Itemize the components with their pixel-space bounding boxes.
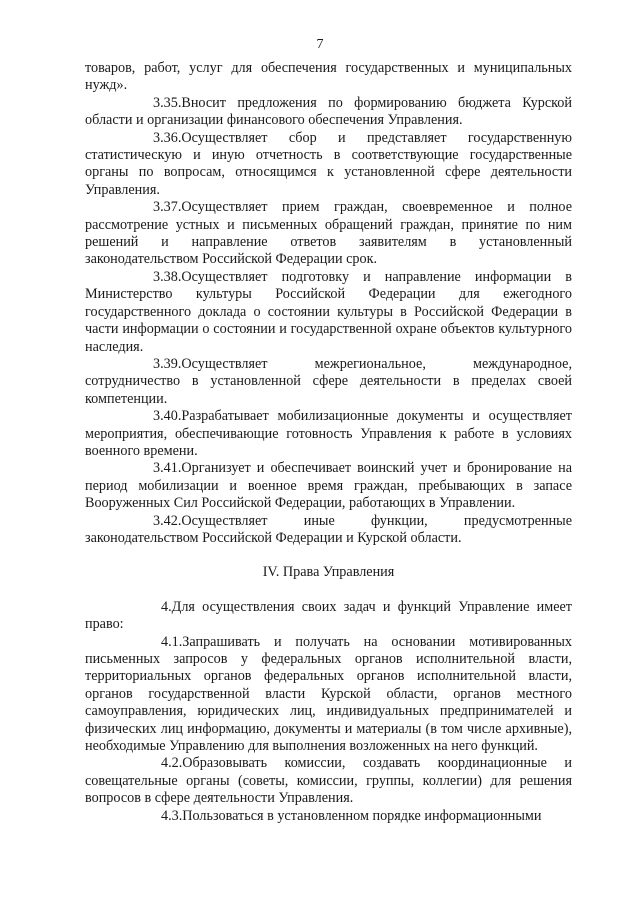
paragraph xyxy=(85,408,572,460)
paragraph-text: Пользоваться в установленном порядке информационными xyxy=(182,807,542,824)
paragraph-number: 3.41. xyxy=(153,460,182,477)
paragraph-number: 3.38. xyxy=(153,268,182,285)
paragraph-text: Образовывать комиссии, создавать координационные и совещательные органы (советы, комиссии, группы, коллегии) для решения вопросов в сфере деятельности Управления. xyxy=(85,755,572,807)
paragraph-number: 3.37. xyxy=(153,199,182,216)
paragraph-number: 3.40. xyxy=(153,408,182,425)
paragraph-number: 4.3. xyxy=(161,807,183,824)
paragraph xyxy=(85,356,572,408)
paragraph-text: Запрашивать и получать на основании мотивированных письменных запросов у федеральных органов исполнительной власти, территориальных органов федеральных органов исполнительной власти, органов государственной власти Курской области, органов местного самоуправления, юридических лиц, индивидуальных предпринимателей и физических лиц информацию, документы и материалы (в том числе архивные), необходимые Управлению для выполнения возложенных на него функций. xyxy=(85,633,572,755)
paragraph xyxy=(85,60,572,95)
paragraph xyxy=(85,130,572,200)
paragraph xyxy=(85,199,572,269)
paragraph-text: товаров, работ, услуг для обеспечения государственных и муниципальных нужд». xyxy=(85,60,572,94)
paragraph xyxy=(85,599,572,634)
rights-section xyxy=(85,599,572,825)
paragraph-number: 3.39. xyxy=(153,355,182,372)
paragraph xyxy=(85,634,572,756)
paragraph-number: 3.35. xyxy=(153,94,182,111)
paragraph-number: 4. xyxy=(161,598,172,615)
functions-section xyxy=(85,60,572,547)
paragraph-text: Вносит предложения по формированию бюджета Курской области и организации финансового обеспечения Управления. xyxy=(85,94,572,129)
paragraph-text: Осуществляет иные функции, предусмотренные законодательством Российской Федерации и Курской области. xyxy=(85,512,572,546)
paragraph-text: Осуществляет прием граждан, своевременное и полное рассмотрение устных и письменных обращений граждан, принятие по ним решений и направление ответов заявителям в установленный законодательством Российской Федерации срок. xyxy=(85,199,572,268)
paragraph xyxy=(85,755,572,807)
paragraph xyxy=(85,269,572,356)
paragraph-text: Для осуществления своих задач и функций Управление имеет право: xyxy=(85,598,572,633)
paragraph xyxy=(85,460,572,512)
paragraph xyxy=(85,95,572,130)
paragraph-number: 4.2. xyxy=(161,755,183,772)
paragraph-text: Осуществляет межрегиональное, международное, сотрудничество в установленной сфере деятельности в пределах своей компетенции. xyxy=(85,355,572,407)
paragraph-number: 3.36. xyxy=(153,129,182,146)
document-body xyxy=(85,60,572,825)
paragraph-number: 3.42. xyxy=(153,512,182,529)
paragraph-text: Осуществляет подготовку и направление информации в Министерство культуры Российской Федерации для ежегодного государственного доклада о состоянии культуры в Российской Федерации в части информации о состоянии и государственной охране объектов культурного наследия. xyxy=(85,268,572,355)
paragraph xyxy=(85,513,572,548)
section-heading: IV. Права Управления xyxy=(262,564,395,581)
paragraph xyxy=(85,808,572,825)
paragraph-number: 4.1. xyxy=(161,633,183,650)
paragraph-text: Разрабатывает мобилизационные документы и осуществляет мероприятия, обеспечивающие готовность Управления к работе в условиях военного времени. xyxy=(85,408,572,459)
paragraph-text: Осуществляет сбор и представляет государственную статистическую и иную отчетность в соответствующие государственные органы по вопросам, относящимся к установленной сфере деятельности Управления. xyxy=(85,129,572,198)
paragraph-text: Организует и обеспечивает воинский учет и бронирование на период мобилизации и военное время граждан, пребывающих в запасе Вооруженных Сил Российской Федерации, работающих в Управлении. xyxy=(85,460,572,512)
page-number: 7 xyxy=(316,37,324,52)
